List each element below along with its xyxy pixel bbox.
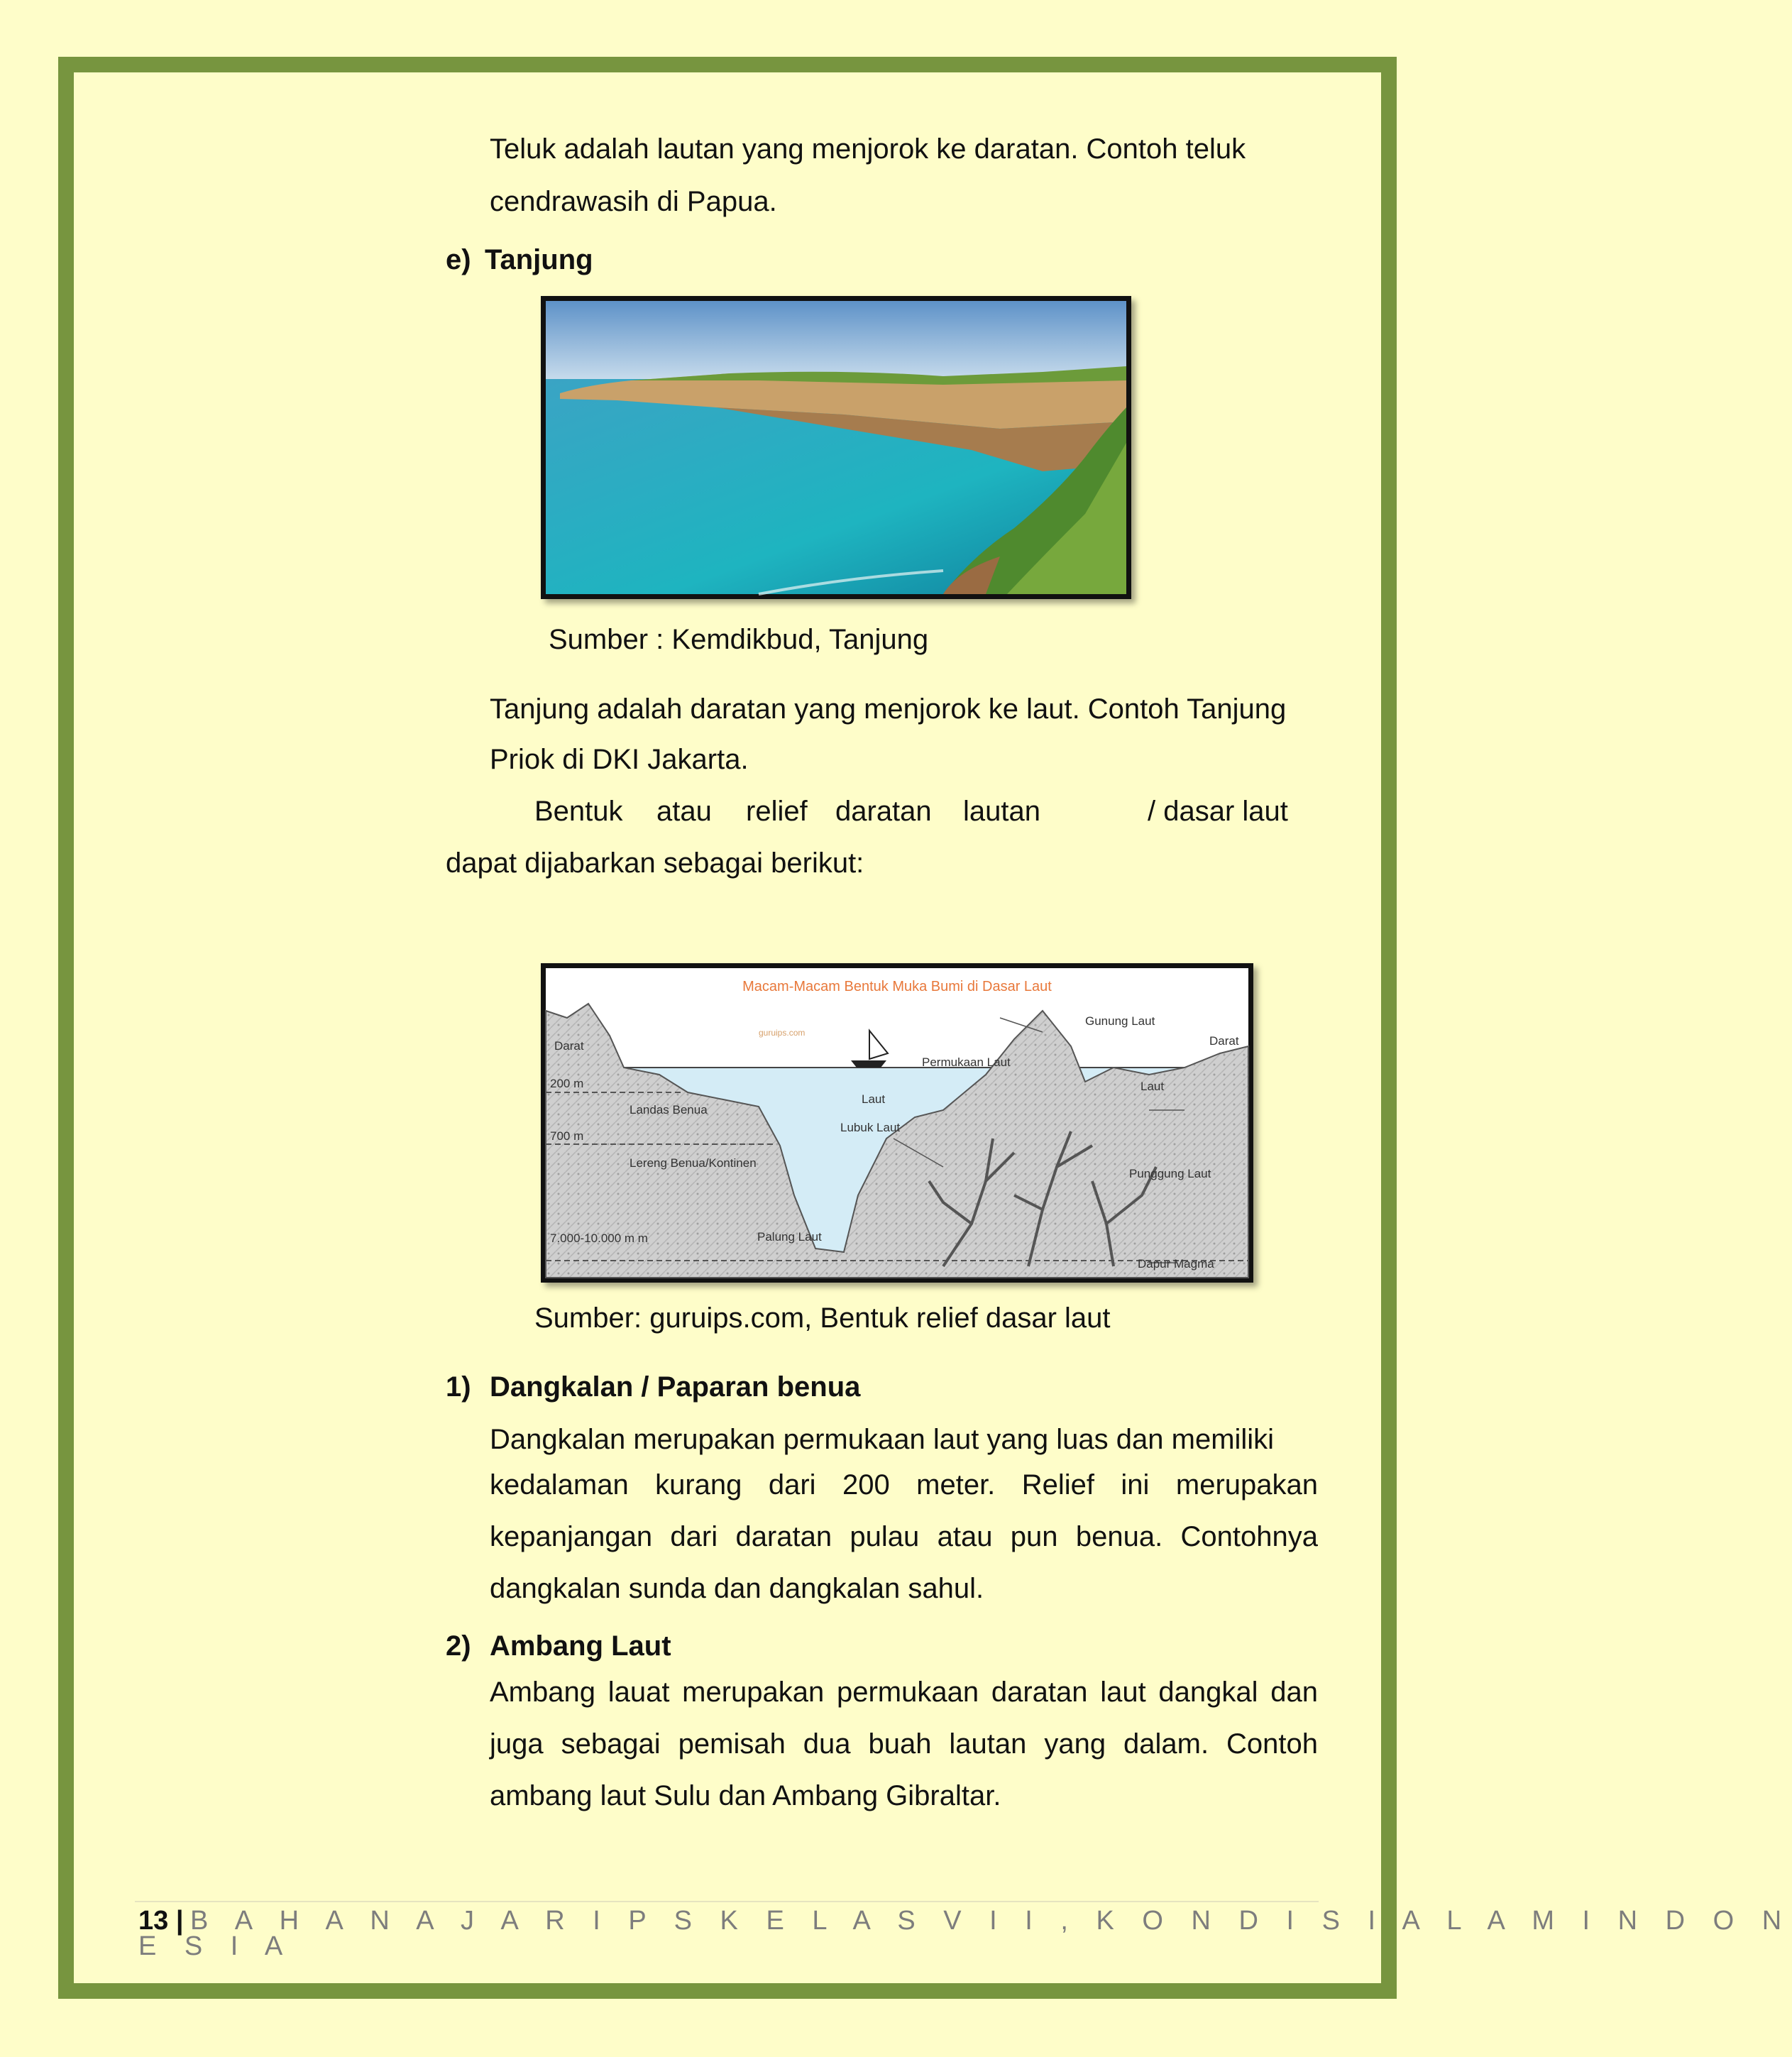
label-depth-700: 700 m — [550, 1129, 584, 1143]
relief-word-5: lautan — [963, 796, 1040, 827]
tanjung-photo-illustration — [546, 301, 1126, 594]
label-depth-200: 200 m — [550, 1077, 584, 1090]
label-darat-left: Darat — [554, 1039, 584, 1053]
seafloor-diagram — [541, 963, 1253, 1283]
relief-word-2: atau — [656, 796, 712, 827]
relief-intro-line-2: dapat dijabarkan sebagai berikut: — [446, 848, 864, 879]
label-dapur-magma: Dapur Magma — [1138, 1257, 1214, 1271]
tanjung-desc-line-2: Priok di DKI Jakarta. — [490, 744, 749, 775]
seafloor-diagram-illustration — [546, 968, 1248, 1278]
label-gunung-laut: Gunung Laut — [1085, 1014, 1155, 1028]
footer-rule — [135, 1901, 1319, 1902]
photo-caption: Sumber : Kemdikbud, Tanjung — [549, 624, 929, 655]
relief-word-6: / dasar laut — [1148, 796, 1288, 827]
relief-word-3: relief — [746, 796, 808, 827]
footer-title-line-2: E S I A — [138, 1931, 293, 1961]
section-e-marker: e) — [446, 244, 471, 275]
tanjung-desc-line-1: Tanjung adalah daratan yang menjorok ke laut. Contoh Tanjung — [490, 693, 1287, 725]
diagram-watermark: guruips.com — [759, 1028, 806, 1038]
label-palung-laut: Palung Laut — [757, 1230, 822, 1244]
relief-word-1: Bentuk — [534, 796, 623, 827]
tanjung-photo — [541, 296, 1131, 599]
label-landas-benua: Landas Benua — [630, 1103, 708, 1117]
item1-number: 1) — [446, 1371, 471, 1403]
footer-title-line-1: B A H A N A J A R I P S K E L A S V I I , K O N D I S I A L A M I N D O N — [190, 1906, 1792, 1936]
item2-number: 2) — [446, 1630, 471, 1662]
label-punggung-laut: Punggung Laut — [1129, 1167, 1211, 1180]
label-depth-deep: 7.000-10.000 m m — [550, 1232, 648, 1245]
item1-line-4: dangkalan sunda dan dangkalan sahul. — [490, 1573, 984, 1604]
diagram-title: Macam-Macam Bentuk Muka Bumi di Dasar Laut — [742, 979, 1052, 994]
item1-line-2: kedalaman kurang dari 200 meter. Relief ini merupakan — [490, 1469, 1318, 1501]
item1-line-3: kepanjangan dari daratan pulau atau pun benua. Contohnya — [490, 1521, 1318, 1552]
label-laut-center: Laut — [862, 1092, 886, 1106]
item2-line-1: Ambang lauat merupakan permukaan daratan laut dangkal dan — [490, 1677, 1318, 1708]
footer-page-number: 13 | — [138, 1906, 184, 1936]
label-lereng-benua: Lereng Benua/Kontinen — [630, 1156, 757, 1170]
diagram-caption: Sumber: guruips.com, Bentuk relief dasar laut — [534, 1302, 1111, 1334]
item2-line-3: ambang laut Sulu dan Ambang Gibraltar. — [490, 1780, 1001, 1811]
item2-line-2: juga sebagai pemisah dua buah lautan yang dalam. Contoh — [490, 1728, 1318, 1760]
intro-line-1: Teluk adalah lautan yang menjorok ke daratan. Contoh teluk — [490, 133, 1246, 165]
label-darat-right: Darat — [1209, 1034, 1239, 1048]
section-e-title: Tanjung — [485, 244, 593, 275]
label-laut-right: Laut — [1140, 1080, 1165, 1093]
label-permukaan-laut: Permukaan Laut — [922, 1055, 1011, 1069]
label-lubuk-laut: Lubuk Laut — [840, 1121, 901, 1134]
item1-line-1: Dangkalan merupakan permukaan laut yang luas dan memiliki — [490, 1424, 1275, 1455]
relief-word-4: daratan — [835, 796, 932, 827]
item1-title: Dangkalan / Paparan benua — [490, 1371, 861, 1403]
item2-title: Ambang Laut — [490, 1630, 671, 1662]
intro-line-2: cendrawasih di Papua. — [490, 186, 777, 217]
